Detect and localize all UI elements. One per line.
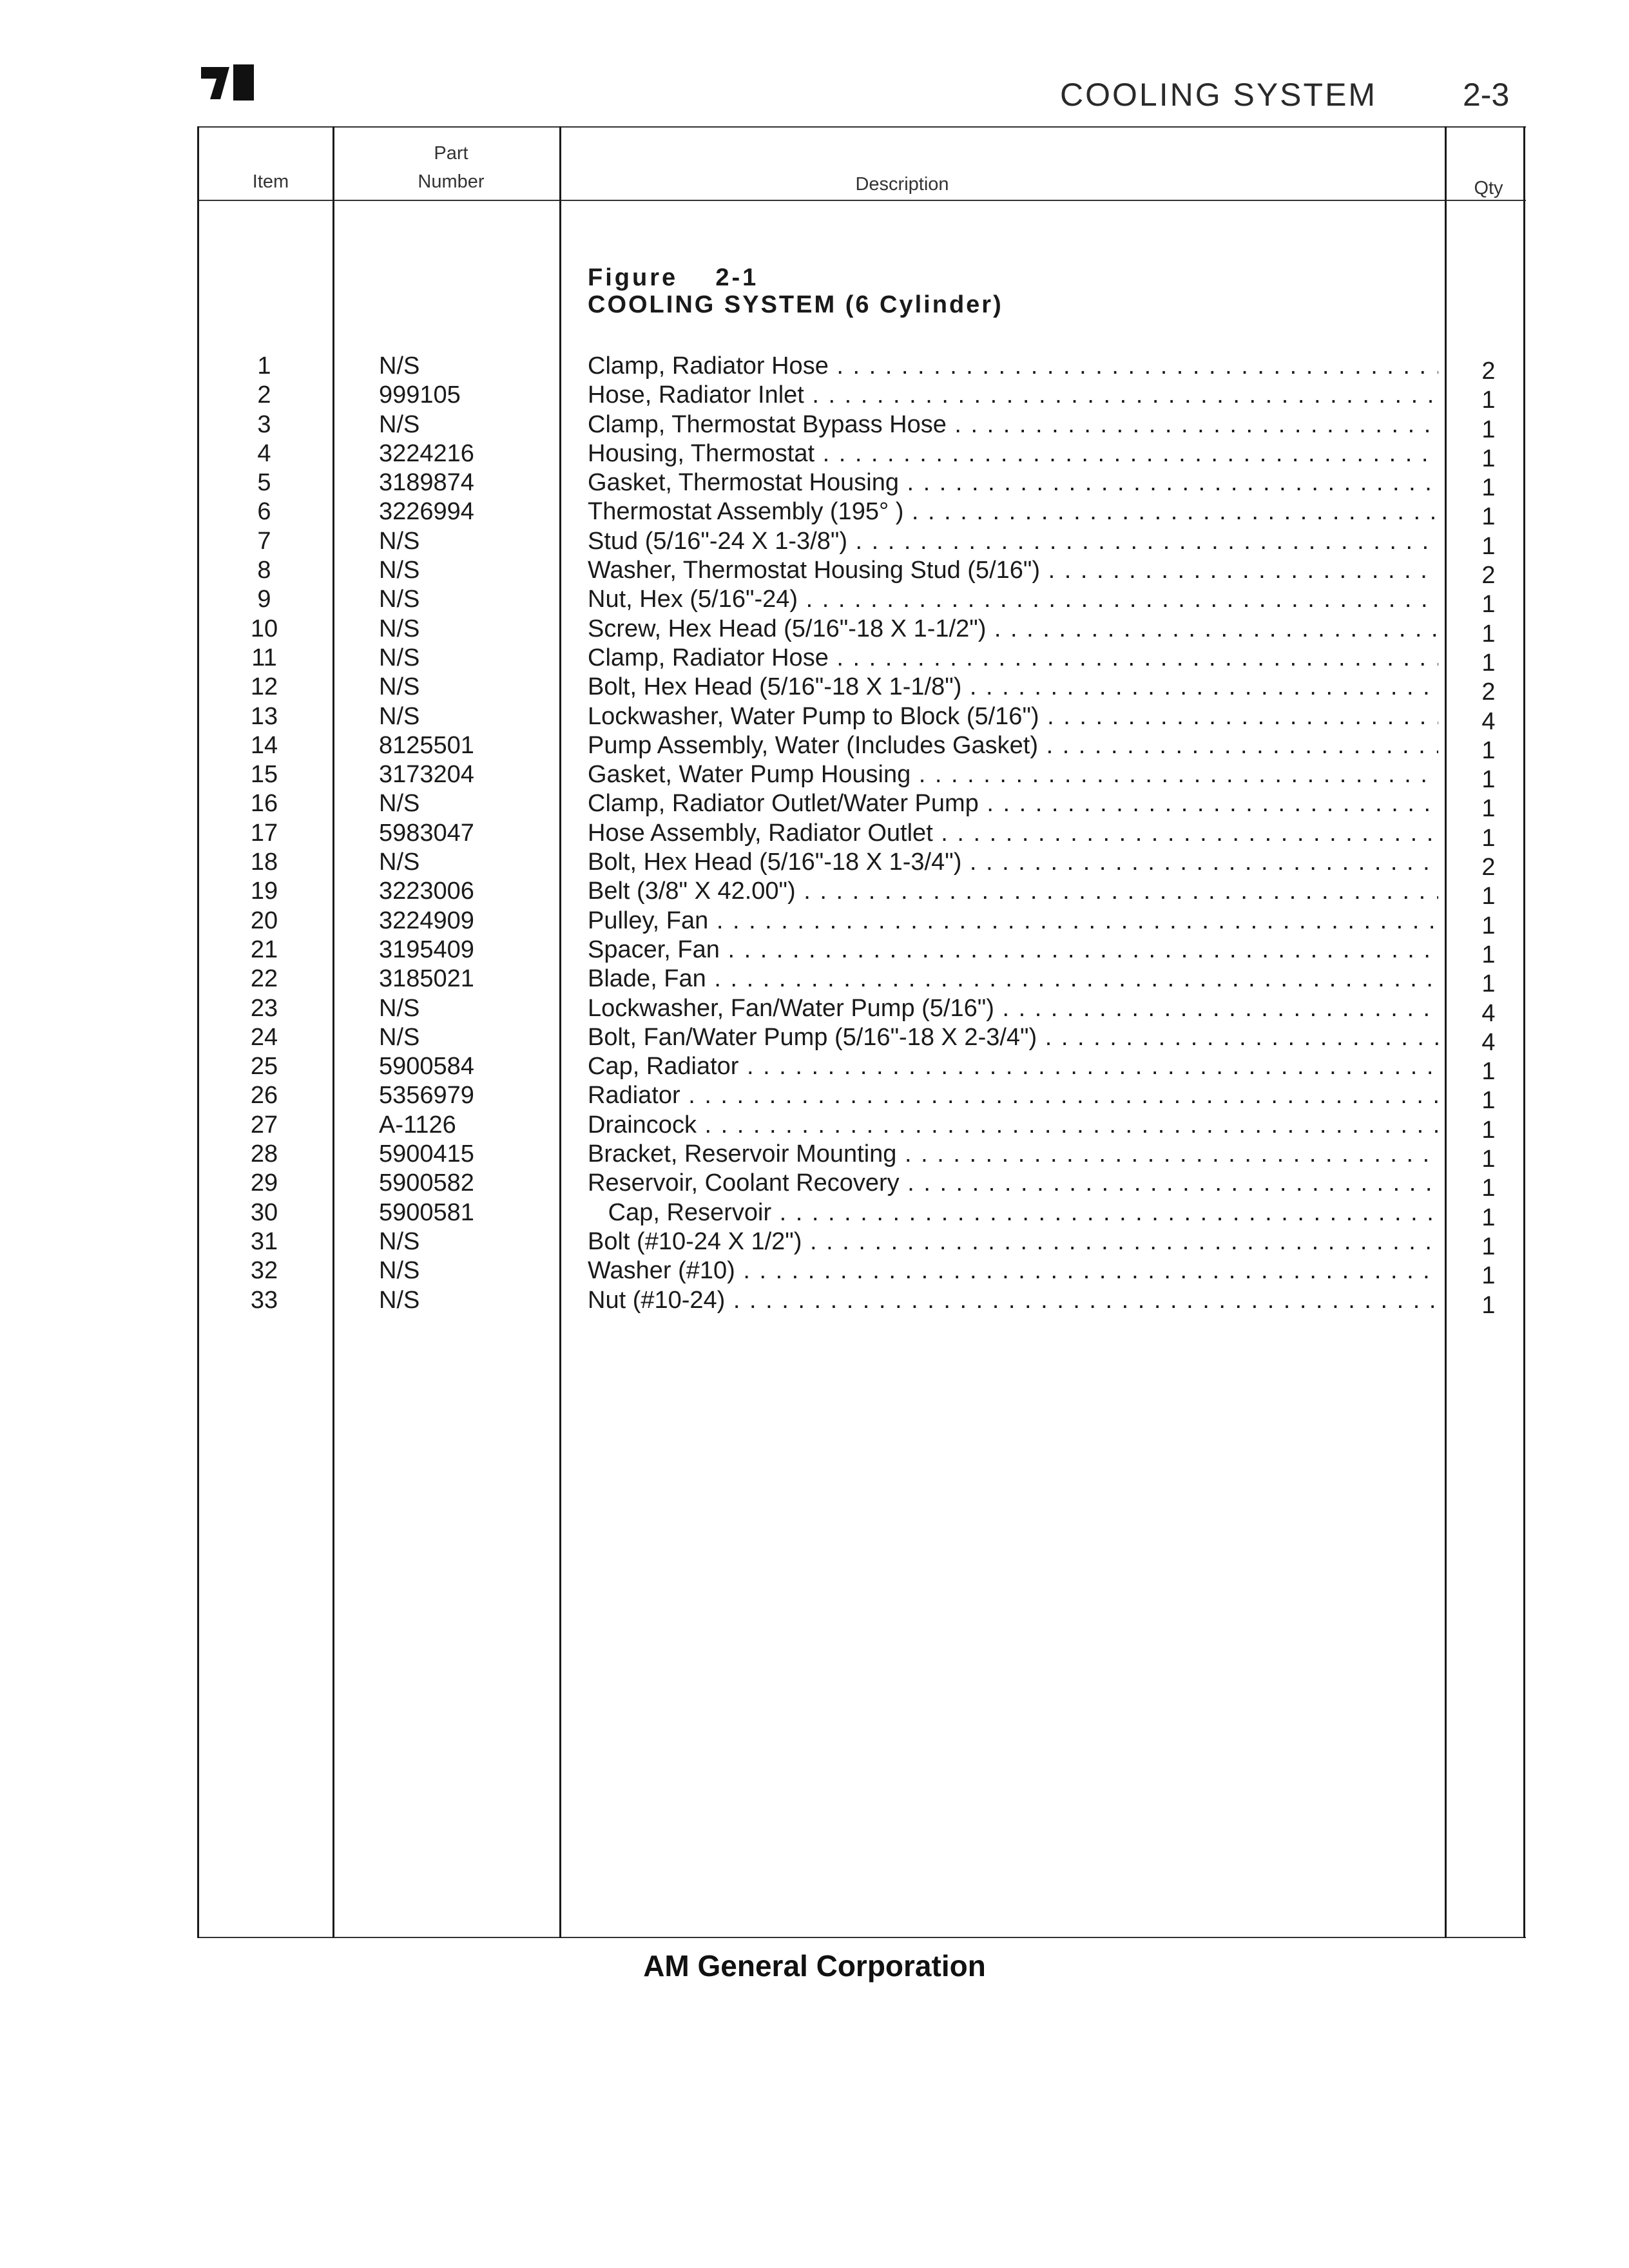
part-number: 5900582: [379, 1169, 474, 1197]
part-number: N/S: [379, 1286, 420, 1314]
table-row: [0, 527, 1629, 560]
part-number: N/S: [379, 410, 420, 438]
item-number: 15: [250, 761, 278, 789]
description: Blade, Fan . . .: [588, 965, 1438, 994]
quantity: 1: [1481, 1146, 1496, 1173]
quantity: 1: [1481, 941, 1496, 968]
table-row: [0, 702, 1629, 735]
quantity: 1: [1481, 736, 1496, 764]
item-number: 33: [250, 1286, 278, 1314]
description: Draincock . . .: [588, 1111, 1438, 1140]
page-number: 2-3: [1463, 77, 1510, 113]
part-number: N/S: [379, 352, 420, 380]
item-number: 2: [257, 381, 271, 409]
quantity: 2: [1481, 678, 1496, 706]
quantity: 1: [1481, 1204, 1496, 1231]
quantity: 1: [1481, 970, 1496, 998]
description: Pump Assembly, Water (Includes Gasket) . . .: [588, 731, 1438, 760]
item-number: 16: [250, 790, 278, 818]
part-number: N/S: [379, 790, 420, 818]
quantity: 1: [1481, 620, 1496, 648]
part-number: 3195409: [379, 936, 474, 963]
item-number: 17: [250, 819, 278, 847]
table-row: [0, 1111, 1629, 1144]
item-number: 9: [257, 586, 271, 613]
table-row: [0, 1198, 1629, 1231]
quantity: 2: [1481, 358, 1496, 385]
part-number: N/S: [379, 673, 420, 701]
item-number: 32: [250, 1257, 278, 1285]
table-row: [0, 556, 1629, 590]
quantity: 1: [1481, 416, 1496, 443]
item-number: 6: [257, 498, 271, 526]
item-number: 23: [250, 994, 278, 1022]
table-row: [0, 497, 1629, 531]
col-header-part-line2: Number: [418, 171, 485, 192]
col-header-qty: Qty: [1474, 178, 1503, 198]
item-number: 24: [250, 1023, 278, 1051]
quantity: 2: [1481, 854, 1496, 881]
table-row: [0, 907, 1629, 939]
description: Stud (5/16"-24 X 1-3/8") . . .: [588, 527, 1438, 556]
company-logo-icon: [201, 62, 259, 102]
description: Gasket, Thermostat Housing . . .: [588, 468, 1438, 497]
description: Clamp, Radiator Hose . . .: [588, 644, 1438, 673]
item-number: 22: [250, 965, 278, 993]
table-row: [0, 1052, 1629, 1086]
description: Spacer, Fan . . .: [588, 936, 1438, 965]
table-row: [0, 819, 1629, 852]
part-number: N/S: [379, 586, 420, 613]
table-row: [0, 381, 1629, 414]
quantity: 1: [1481, 649, 1496, 677]
item-number: 18: [250, 849, 278, 876]
description: Belt (3/8" X 42.00") . . .: [588, 877, 1438, 906]
item-number: 28: [250, 1140, 278, 1168]
description: Bracket, Reservoir Mounting . . .: [588, 1140, 1438, 1169]
col-header-part-line1: Part: [434, 143, 468, 164]
description: Clamp, Thermostat Bypass Hose . . .: [588, 410, 1438, 439]
footer-company: AM General Corporation: [643, 1949, 986, 1983]
item-number: 4: [257, 439, 271, 467]
description: Bolt (#10-24 X 1/2") . . .: [588, 1227, 1438, 1256]
table-row: [0, 1286, 1629, 1319]
table-row: [0, 1256, 1629, 1290]
description: Hose Assembly, Radiator Outlet . . .: [588, 819, 1438, 848]
part-number: N/S: [379, 615, 420, 642]
quantity: 1: [1481, 795, 1496, 823]
part-number: N/S: [379, 702, 420, 730]
quantity: 1: [1481, 1116, 1496, 1144]
part-number: A-1126: [379, 1111, 456, 1139]
quantity: 1: [1481, 445, 1496, 472]
description: Pulley, Fan . . .: [588, 907, 1438, 936]
table-row: [0, 965, 1629, 998]
table-row: [0, 1140, 1629, 1173]
quantity: 1: [1481, 1233, 1496, 1260]
quantity: 1: [1481, 387, 1496, 414]
table-row: [0, 439, 1629, 472]
item-number: 3: [257, 410, 271, 438]
part-number: 3224216: [379, 439, 474, 467]
quantity: 1: [1481, 1058, 1496, 1086]
table-row: [0, 1169, 1629, 1202]
item-number: 7: [257, 527, 271, 555]
table-row: [0, 848, 1629, 881]
item-number: 5: [257, 469, 271, 497]
quantity: 1: [1481, 766, 1496, 794]
item-number: 14: [250, 731, 278, 759]
item-number: 27: [250, 1111, 278, 1139]
part-number: 5983047: [379, 819, 474, 847]
description: Housing, Thermostat . . .: [588, 439, 1438, 468]
table-row: [0, 585, 1629, 619]
description: Reservoir, Coolant Recovery . . .: [588, 1169, 1438, 1198]
part-number: 999105: [379, 381, 461, 409]
table-row: [0, 468, 1629, 502]
quantity: 1: [1481, 824, 1496, 852]
table-row: [0, 760, 1629, 794]
table-row: [0, 994, 1629, 1027]
item-number: 25: [250, 1053, 278, 1081]
figure-label: Figure 2-1: [588, 264, 759, 291]
part-number: N/S: [379, 644, 420, 671]
description: Gasket, Water Pump Housing . . .: [588, 760, 1438, 789]
item-number: 1: [257, 352, 271, 380]
quantity: 1: [1481, 1087, 1496, 1115]
part-number: N/S: [379, 527, 420, 555]
part-number: 8125501: [379, 731, 474, 759]
table-bottom-border: [197, 1937, 1526, 1938]
part-number: 3224909: [379, 907, 474, 934]
table-row: [0, 644, 1629, 677]
item-number: 19: [250, 878, 278, 905]
description: Thermostat Assembly (195° ) . . .: [588, 497, 1438, 526]
description: Cap, Radiator . . .: [588, 1052, 1438, 1081]
description: Radiator . . .: [588, 1081, 1438, 1110]
quantity: 1: [1481, 474, 1496, 502]
part-number: 5900581: [379, 1198, 474, 1226]
quantity: 4: [1481, 999, 1496, 1027]
part-number: N/S: [379, 557, 420, 584]
col-header-description: Description: [855, 174, 949, 195]
table-row: [0, 410, 1629, 443]
quantity: 1: [1481, 532, 1496, 560]
item-number: 30: [250, 1198, 278, 1226]
part-number: 3223006: [379, 878, 474, 905]
quantity: 1: [1481, 1262, 1496, 1290]
item-number: 29: [250, 1169, 278, 1197]
parts-list: [0, 352, 1629, 1319]
description: Nut, Hex (5/16"-24) . . .: [588, 585, 1438, 614]
quantity: 1: [1481, 1291, 1496, 1319]
table-row: [0, 1023, 1629, 1056]
item-number: 21: [250, 936, 278, 963]
quantity: 4: [1481, 707, 1496, 735]
quantity: 2: [1481, 562, 1496, 590]
quantity: 4: [1481, 1028, 1496, 1056]
description: Clamp, Radiator Outlet/Water Pump . . .: [588, 789, 1438, 818]
description: Screw, Hex Head (5/16"-18 X 1-1/2") . . .: [588, 615, 1438, 644]
quantity: 1: [1481, 912, 1496, 939]
item-number: 8: [257, 557, 271, 584]
part-number: 5356979: [379, 1082, 474, 1110]
description: Bolt, Fan/Water Pump (5/16"-18 X 2-3/4") . . .: [588, 1023, 1438, 1052]
table-row: [0, 673, 1629, 706]
table-row: [0, 936, 1629, 968]
description: Bolt, Hex Head (5/16"-18 X 1-3/4") . . .: [588, 848, 1438, 877]
table-row: [0, 1227, 1629, 1260]
table-row: [0, 731, 1629, 764]
table-row: [0, 877, 1629, 910]
table-row: [0, 1081, 1629, 1115]
item-number: 31: [250, 1227, 278, 1255]
col-header-item: Item: [252, 171, 289, 192]
description: Clamp, Radiator Hose . . .: [588, 352, 1438, 381]
description: Lockwasher, Water Pump to Block (5/16") . . .: [588, 702, 1438, 731]
item-number: 13: [250, 702, 278, 730]
part-number: N/S: [379, 849, 420, 876]
quantity: 1: [1481, 883, 1496, 910]
part-number: 3226994: [379, 498, 474, 526]
part-number: 5900584: [379, 1053, 474, 1081]
description: Washer (#10) . . .: [588, 1256, 1438, 1285]
item-number: 26: [250, 1082, 278, 1110]
item-number: 12: [250, 673, 278, 701]
part-number: N/S: [379, 1227, 420, 1255]
quantity: 1: [1481, 591, 1496, 619]
quantity: 1: [1481, 503, 1496, 531]
description: Lockwasher, Fan/Water Pump (5/16") . . .: [588, 994, 1438, 1023]
section-title: COOLING SYSTEM: [1060, 77, 1378, 113]
figure-title: COOLING SYSTEM (6 Cylinder): [588, 291, 1003, 318]
part-number: N/S: [379, 1257, 420, 1285]
header-bottom-border: [197, 200, 1526, 201]
table-top-border: [197, 126, 1526, 128]
description: Hose, Radiator Inlet . . .: [588, 381, 1438, 410]
quantity: 1: [1481, 1175, 1496, 1202]
item-number: 20: [250, 907, 278, 934]
table-row: [0, 789, 1629, 823]
table-row: [0, 352, 1629, 385]
description: Washer, Thermostat Housing Stud (5/16") . . .: [588, 556, 1438, 585]
item-number: 11: [251, 644, 277, 671]
part-number: 3185021: [379, 965, 474, 993]
part-number: 3189874: [379, 469, 474, 497]
table-row: [0, 615, 1629, 648]
item-number: 10: [250, 615, 278, 642]
description: Cap, Reservoir . . .: [588, 1198, 1438, 1227]
part-number: 5900415: [379, 1140, 474, 1168]
part-number: 3173204: [379, 761, 474, 789]
part-number: N/S: [379, 1023, 420, 1051]
description: Bolt, Hex Head (5/16"-18 X 1-1/8") . . .: [588, 673, 1438, 702]
description: Nut (#10-24) . . .: [588, 1286, 1438, 1315]
part-number: N/S: [379, 994, 420, 1022]
